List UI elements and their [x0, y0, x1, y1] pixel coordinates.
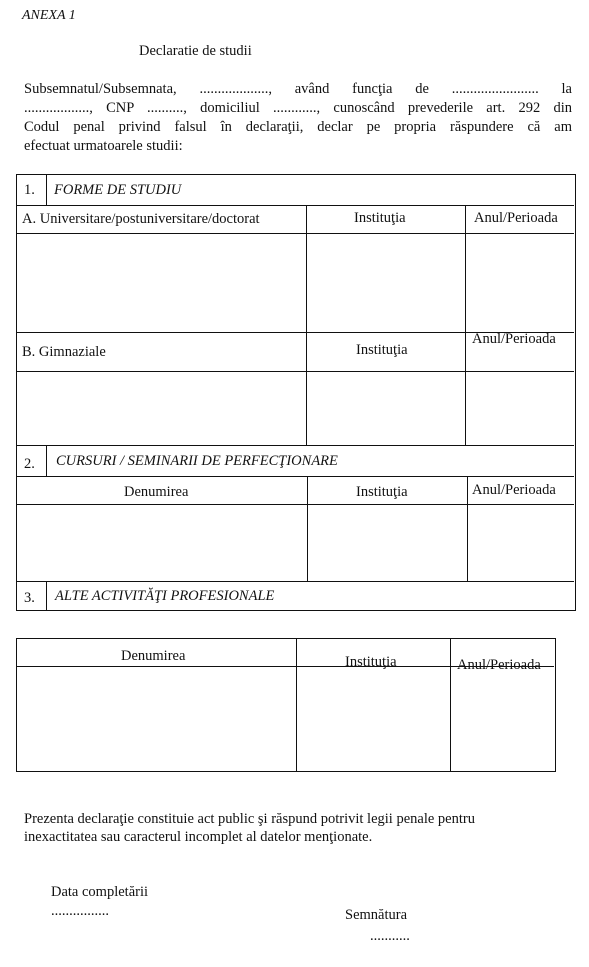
date-field: ................	[51, 903, 109, 919]
studies-table	[16, 174, 576, 611]
legal-statement	[24, 810, 556, 846]
activities-table	[16, 638, 556, 772]
column-header-period: Anul/Perioada	[474, 210, 558, 226]
intro-paragraph	[24, 80, 572, 156]
section-number: 3.	[24, 590, 35, 606]
column-header-period: Anul/Perioada	[457, 657, 541, 673]
column-divider	[307, 476, 308, 581]
section-title: FORME DE STUDIU	[54, 182, 182, 198]
number-cell-divider	[46, 581, 47, 611]
column-header-period: Anul/Perioada	[472, 331, 556, 347]
document-title: Declaratie de studii	[139, 43, 252, 59]
annex-label: ANEXA 1	[22, 8, 76, 23]
row-divider	[17, 233, 574, 234]
number-cell-divider	[46, 175, 47, 205]
legal-statement-line: Prezenta declaraţie constituie act public şi răspund potrivit legii penale pentru	[24, 811, 475, 827]
legal-statement-line: inexactitatea sau caracterul incomplet al datelor menţionate.	[24, 829, 373, 845]
column-divider	[467, 476, 468, 581]
column-divider	[306, 205, 307, 445]
intro-line: .................., CNP .........., domiciliul ............, cunoscând prevederile art. 292 din	[24, 100, 572, 116]
row-divider	[17, 476, 574, 477]
row-divider	[17, 504, 574, 505]
number-cell-divider	[46, 445, 47, 476]
column-header-name: Denumirea	[124, 484, 189, 500]
column-header-period: Anul/Perioada	[472, 482, 556, 498]
section-number: 1.	[24, 182, 35, 198]
section-title: ALTE ACTIVITĂŢI PROFESIONALE	[55, 588, 275, 604]
column-divider	[465, 205, 466, 445]
section-title: CURSURI / SEMINARII DE PERFECŢIONARE	[56, 453, 338, 469]
signature-label: Semnătura	[345, 907, 408, 923]
intro-line: Subsemnatul/Subsemnata, ..................., având funcţia de ........................ la	[24, 81, 572, 97]
column-header-institution: Instituţia	[354, 210, 406, 226]
section-number: 2.	[24, 456, 35, 472]
column-divider	[450, 639, 451, 771]
intro-line: Codul penal privind falsul în declaraţii, declar pe propria răspundere că am	[24, 119, 572, 135]
row-divider	[17, 205, 574, 206]
column-header-institution: Instituţia	[356, 484, 408, 500]
signature-field: ...........	[370, 928, 410, 944]
column-header-studies: A. Universitare/postuniversitare/doctorat	[22, 211, 260, 227]
intro-line: efectuat urmatoarele studii:	[24, 138, 183, 154]
date-label: Data completării	[51, 884, 149, 900]
row-divider	[17, 445, 574, 446]
column-header-name: Denumirea	[121, 648, 186, 664]
column-header-institution: Instituţia	[356, 342, 408, 358]
column-divider	[296, 639, 297, 771]
column-header-institution: Instituţia	[345, 654, 397, 670]
row-label-gymnasium: B. Gimnaziale	[22, 344, 106, 360]
row-divider	[17, 581, 574, 582]
row-divider	[17, 371, 574, 372]
